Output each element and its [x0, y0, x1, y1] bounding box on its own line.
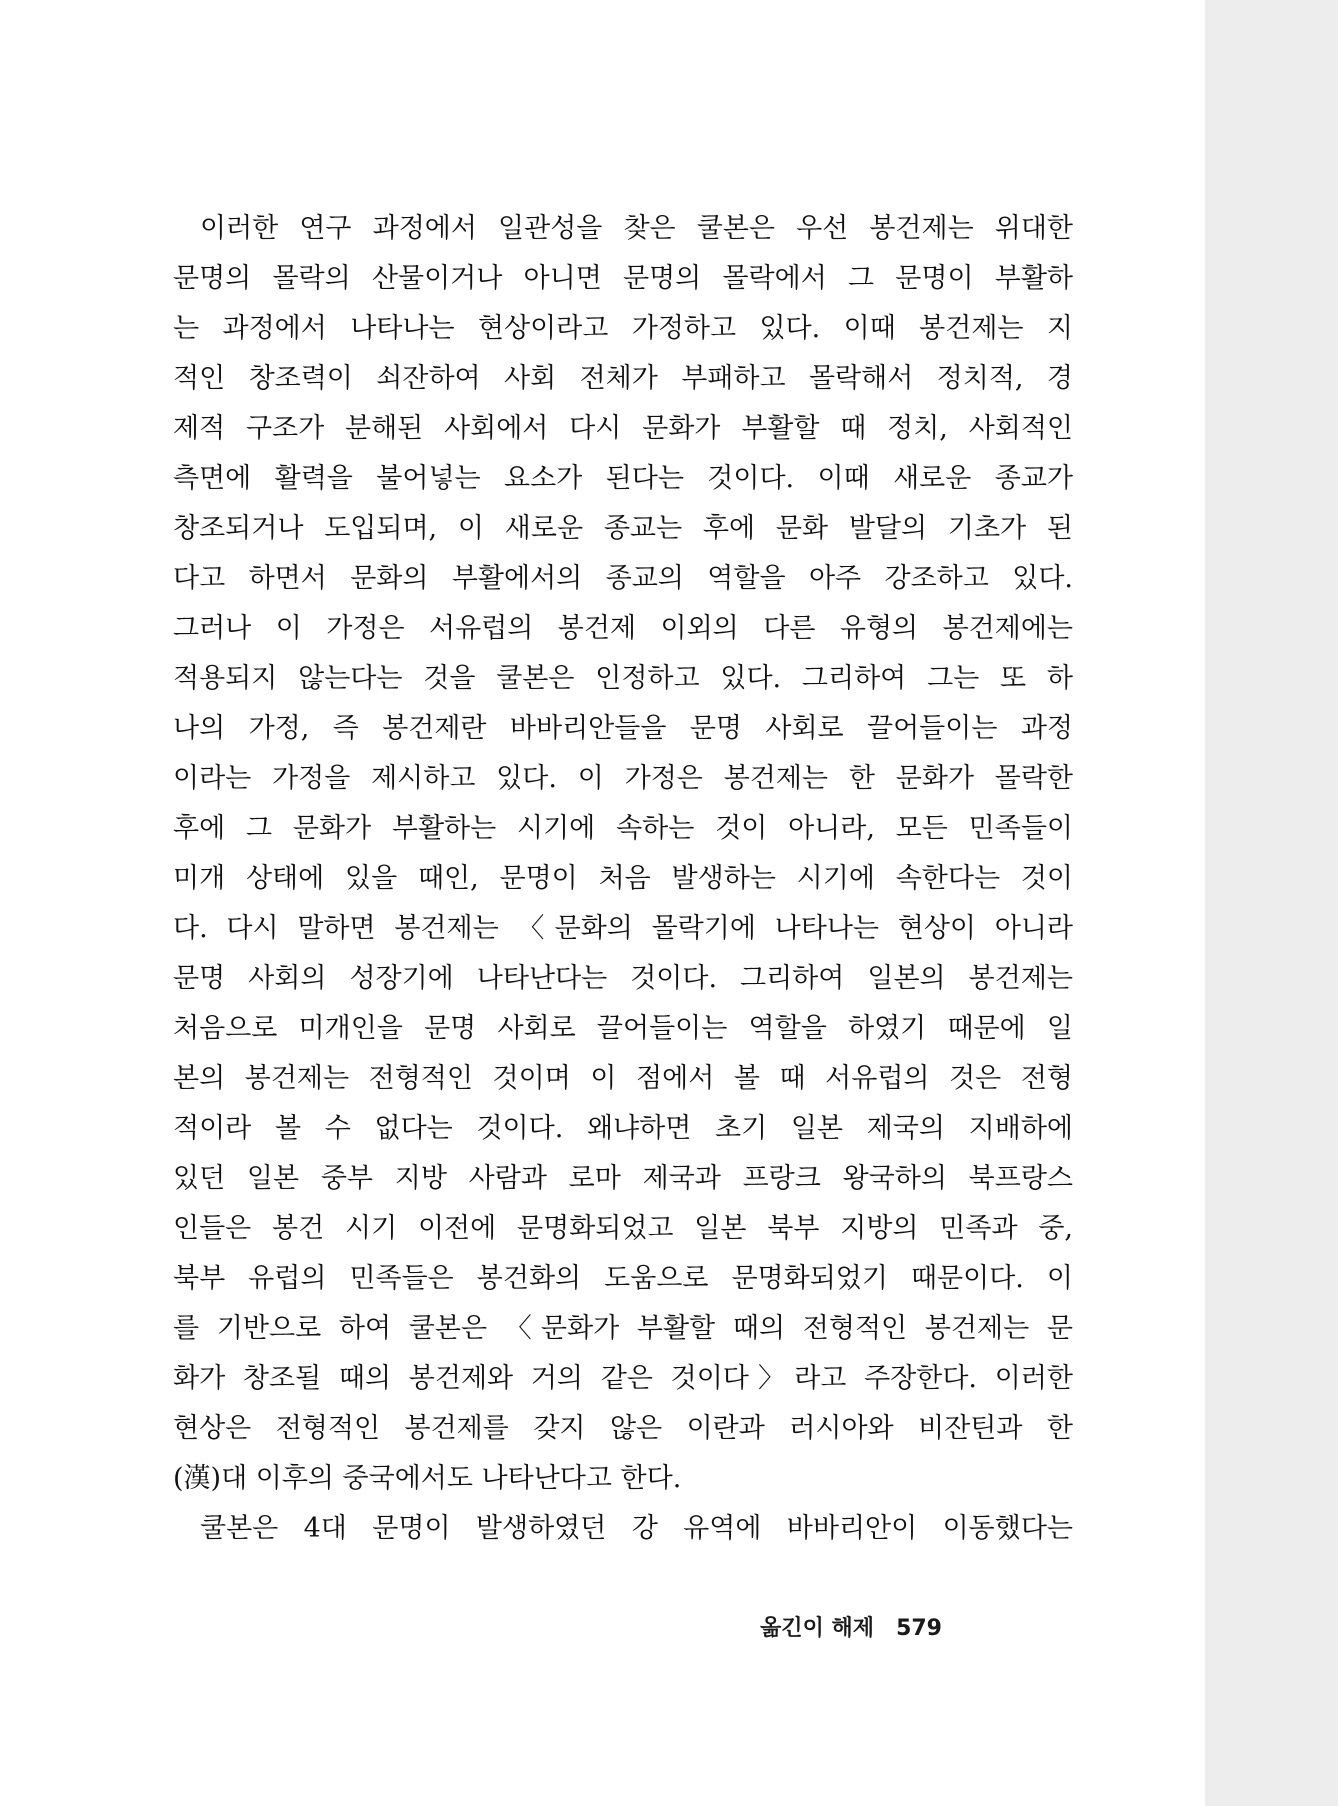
- text-line: 는 과정에서 나타나는 현상이라고 가정하고 있다. 이때 봉건제는 지: [173, 313, 1073, 344]
- body-text: [173, 204, 1073, 1554]
- text-line: 인들은 봉건 시기 이전에 문명화되었고 일본 북부 지방의 민족과 중,: [173, 1213, 1073, 1244]
- text-line: 적인 창조력이 쇠잔하여 사회 전체가 부패하고 몰락해서 정치적, 경: [173, 363, 1073, 394]
- text-line: 미개 상태에 있을 때인, 문명이 처음 발생하는 시기에 속한다는 것이: [173, 863, 1073, 894]
- page-footer: [760, 1611, 942, 1642]
- text-line: 를 기반으로 하여 쿨본은 〈문화가 부활할 때의 전형적인 봉건제는 문: [173, 1313, 1073, 1344]
- text-line: 나의 가정, 즉 봉건제란 바바리안들을 문명 사회로 끌어들이는 과정: [173, 713, 1073, 744]
- text-line: (漢)대 이후의 중국에서도 나타난다고 한다.: [173, 1463, 682, 1494]
- text-line: 측면에 활력을 불어넣는 요소가 된다는 것이다. 이때 새로운 종교가: [173, 463, 1073, 494]
- text-line: 있던 일본 중부 지방 사람과 로마 제국과 프랑크 왕국하의 북프랑스: [173, 1163, 1073, 1194]
- text-line: 이라는 가정을 제시하고 있다. 이 가정은 봉건제는 한 문화가 몰락한: [173, 763, 1073, 794]
- text-line: 그러나 이 가정은 서유럽의 봉건제 이외의 다른 유형의 봉건제에는: [173, 613, 1073, 644]
- text-line: 다. 다시 말하면 봉건제는 〈문화의 몰락기에 나타나는 현상이 아니라: [173, 913, 1073, 944]
- page-number: 579: [896, 1616, 942, 1641]
- text-line: 다고 하면서 문화의 부활에서의 종교의 역할을 아주 강조하고 있다.: [173, 563, 1073, 594]
- text-line: 현상은 전형적인 봉건제를 갖지 않은 이란과 러시아와 비잔틴과 한: [173, 1413, 1073, 1444]
- text-line: 화가 창조될 때의 봉건제와 거의 같은 것이다〉라고 주장한다. 이러한: [173, 1363, 1073, 1394]
- text-line: 처음으로 미개인을 문명 사회로 끌어들이는 역할을 하였기 때문에 일: [173, 1013, 1073, 1044]
- text-line: 문명 사회의 성장기에 나타난다는 것이다. 그리하여 일본의 봉건제는: [173, 963, 1073, 994]
- text-line: 후에 그 문화가 부활하는 시기에 속하는 것이 아니라, 모든 민족들이: [173, 813, 1073, 844]
- text-line: 제적 구조가 분해된 사회에서 다시 문화가 부활할 때 정치, 사회적인: [173, 413, 1073, 444]
- page-edge-background: [1205, 0, 1338, 1806]
- text-line: 문명의 몰락의 산물이거나 아니면 문명의 몰락에서 그 문명이 부활하: [173, 263, 1073, 294]
- text-line: 본의 봉건제는 전형적인 것이며 이 점에서 볼 때 서유럽의 것은 전형: [173, 1063, 1073, 1094]
- text-line: 이러한 연구 과정에서 일관성을 찾은 쿨본은 우선 봉건제는 위대한: [200, 213, 1073, 244]
- text-line: 적이라 볼 수 없다는 것이다. 왜냐하면 초기 일본 제국의 지배하에: [173, 1113, 1073, 1144]
- running-footer-section: 옮긴이 해제: [760, 1616, 875, 1641]
- text-line: 적용되지 않는다는 것을 쿨본은 인정하고 있다. 그리하여 그는 또 하: [173, 663, 1073, 694]
- text-line: 쿨본은 4대 문명이 발생하였던 강 유역에 바바리안이 이동했다는: [200, 1513, 1073, 1544]
- text-line: 북부 유럽의 민족들은 봉건화의 도움으로 문명화되었기 때문이다. 이: [173, 1263, 1073, 1294]
- text-line: 창조되거나 도입되며, 이 새로운 종교는 후에 문화 발달의 기초가 된: [173, 513, 1073, 544]
